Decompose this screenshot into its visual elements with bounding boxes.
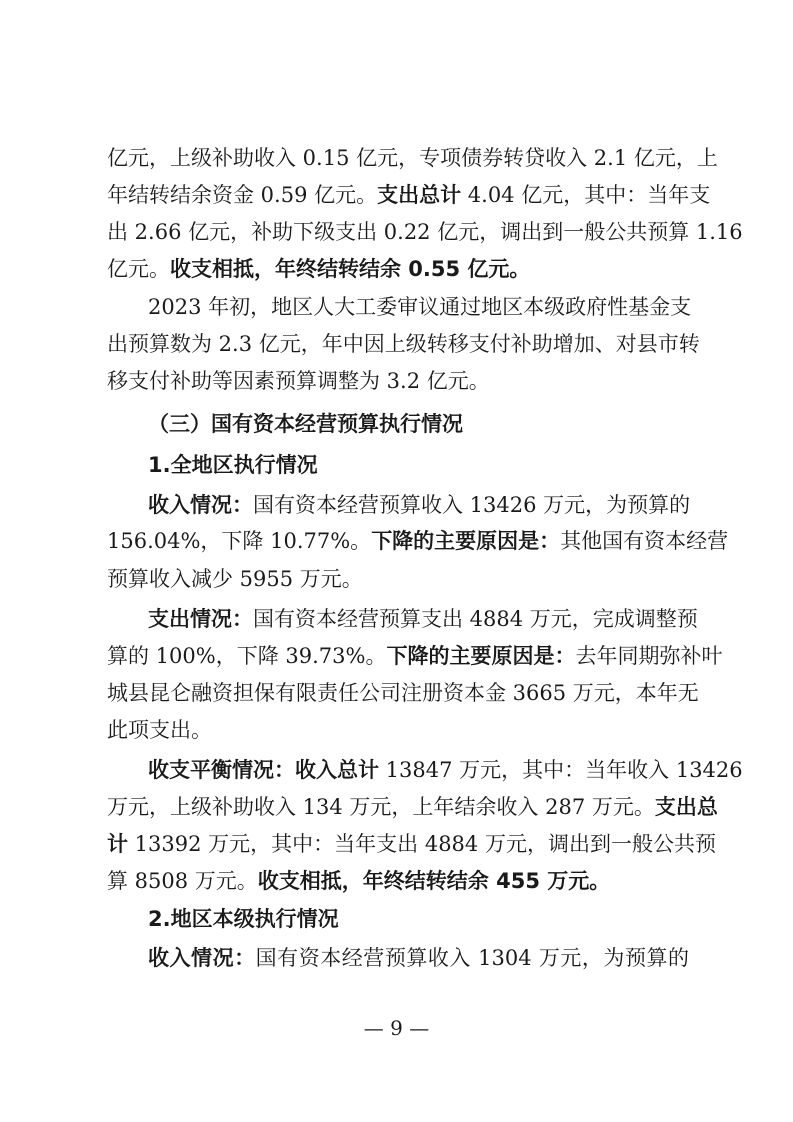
paragraph-line bbox=[107, 145, 718, 171]
subsection-heading bbox=[148, 452, 318, 478]
text-run: 国有资本经营预算收入 13426 万元，为预算的 bbox=[253, 493, 691, 517]
paragraph-line bbox=[148, 294, 692, 320]
text-run: 2023 年初，地区人大工委审议通过地区本级政府性基金支 bbox=[148, 295, 692, 319]
paragraph-line bbox=[107, 331, 700, 357]
page-number: — 9 — bbox=[363, 1016, 430, 1040]
text-run: 13392 万元，其中：当年支出 4884 万元，调出到一般公共预 bbox=[128, 832, 716, 856]
paragraph-line bbox=[107, 680, 699, 706]
paragraph-line bbox=[107, 368, 490, 394]
text-run: 去年同期弥补叶 bbox=[575, 644, 723, 668]
text-run: 算 8508 万元。 bbox=[107, 869, 258, 893]
bold-run: 收入情况： bbox=[148, 493, 253, 517]
bold-run: 支出总 bbox=[654, 795, 718, 819]
text-run: 年结转结余资金 0.59 亿元。 bbox=[107, 183, 378, 207]
paragraph-line bbox=[107, 219, 743, 245]
paragraph-line bbox=[107, 794, 718, 820]
bold-run: 支出总计 bbox=[377, 183, 462, 207]
bold-run: 支出情况： bbox=[148, 607, 253, 631]
text-run: 城县昆仑融资担保有限责任公司注册资本金 3665 万元，本年无 bbox=[107, 681, 699, 705]
text-run: 万元，上级补助收入 134 万元，上年结余收入 287 万元。 bbox=[107, 795, 655, 819]
paragraph-line bbox=[107, 831, 716, 857]
paragraph-line bbox=[107, 717, 212, 743]
heading-text: （三）国有资本经营预算执行情况 bbox=[148, 412, 463, 436]
bold-run: 下降的主要原因是： bbox=[386, 644, 576, 668]
heading-text: 2.地区本级执行情况 bbox=[148, 907, 339, 931]
text-run: 国有资本经营预算支出 4884 万元，完成调整预 bbox=[253, 607, 698, 631]
paragraph-line bbox=[148, 492, 689, 518]
paragraph-line bbox=[148, 606, 698, 632]
paragraph-line bbox=[107, 256, 530, 282]
text-run: 亿元。 bbox=[107, 257, 170, 281]
paragraph-line bbox=[107, 868, 610, 894]
paragraph-line bbox=[107, 528, 729, 554]
text-run: 出 2.66 亿元，补助下级支出 0.22 亿元，调出到一般公共预算 1.16 bbox=[107, 220, 743, 244]
section-heading bbox=[148, 411, 463, 437]
paragraph-line bbox=[107, 643, 723, 669]
text-run: 其他国有资本经营 bbox=[560, 529, 729, 553]
bold-run: 收支平衡情况：收入总计 bbox=[148, 758, 379, 782]
paragraph-line bbox=[107, 182, 711, 208]
text-run: 移支付补助等因素预算调整为 3.2 亿元。 bbox=[107, 369, 490, 393]
text-run: 亿元，上级补助收入 0.15 亿元，专项债券转贷收入 2.1 亿元，上 bbox=[107, 146, 718, 170]
text-run: 预算收入减少 5955 万元。 bbox=[107, 567, 363, 591]
paragraph-line bbox=[148, 757, 743, 783]
bold-run: 收入情况： bbox=[148, 946, 256, 970]
text-run: 国有资本经营预算收入 1304 万元，为预算的 bbox=[255, 946, 689, 970]
text-run: 13847 万元，其中：当年收入 13426 bbox=[379, 758, 743, 782]
bold-run: 收支相抵，年终结转结余 0.55 亿元。 bbox=[170, 257, 531, 281]
text-run: 此项支出。 bbox=[107, 718, 212, 742]
bold-run: 下降的主要原因是： bbox=[371, 529, 561, 553]
paragraph-line bbox=[107, 566, 363, 592]
bold-run: 收支相抵，年终结转结余 455 万元。 bbox=[257, 869, 611, 893]
text-run: 4.04 亿元，其中：当年支 bbox=[461, 183, 711, 207]
text-run: 出预算数为 2.3 亿元，年中因上级转移支付补助增加、对县市转 bbox=[107, 332, 700, 356]
text-run: 156.04%，下降 10.77%。 bbox=[107, 529, 372, 553]
heading-text: 1.全地区执行情况 bbox=[148, 453, 318, 477]
bold-run: 计 bbox=[107, 832, 128, 856]
text-run: 算的 100%，下降 39.73%。 bbox=[107, 644, 387, 668]
subsection-heading bbox=[148, 906, 339, 932]
paragraph-line bbox=[148, 945, 689, 971]
